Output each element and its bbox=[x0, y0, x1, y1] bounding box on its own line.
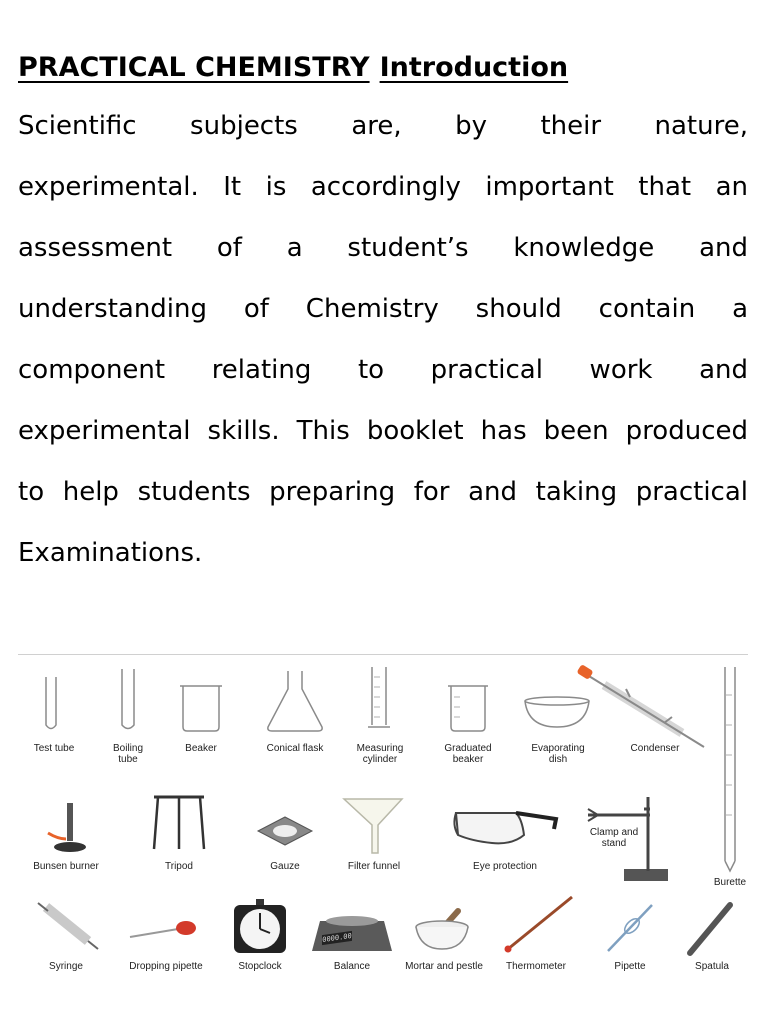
label-clamp-stand: Clamp and stand bbox=[589, 827, 639, 849]
filter-funnel-icon bbox=[342, 795, 404, 855]
heading-subtitle: Introduction bbox=[379, 52, 569, 83]
label-balance: Balance bbox=[333, 961, 371, 972]
paragraph-line: to help students preparing for and taking practical bbox=[18, 477, 748, 507]
dropping-pipette-icon bbox=[128, 919, 200, 943]
intro-paragraph bbox=[18, 96, 748, 584]
paragraph-line: Examinations. bbox=[18, 538, 203, 568]
label-beaker: Beaker bbox=[185, 743, 217, 754]
label-syringe: Syringe bbox=[49, 961, 83, 972]
label-graduated-beaker: Graduated beaker bbox=[444, 743, 492, 765]
label-boiling-tube: Boiling tube bbox=[112, 743, 144, 765]
label-tripod: Tripod bbox=[165, 861, 193, 872]
label-evaporating-dish: Evaporating dish bbox=[531, 743, 585, 765]
heading-title: PRACTICAL CHEMISTRY bbox=[18, 52, 370, 83]
label-thermometer: Thermometer bbox=[505, 961, 566, 972]
conical-flask-icon bbox=[264, 669, 326, 733]
pipette-icon bbox=[604, 903, 656, 955]
label-bunsen-burner: Bunsen burner bbox=[33, 861, 99, 872]
syringe-icon bbox=[36, 901, 102, 953]
apparatus-figure bbox=[18, 654, 748, 979]
balance-icon bbox=[310, 913, 394, 955]
bunsen-burner-icon bbox=[44, 799, 94, 855]
burette-icon bbox=[722, 665, 738, 875]
label-dropping-pipette: Dropping pipette bbox=[129, 961, 203, 972]
label-mortar-pestle: Mortar and pestle bbox=[405, 961, 483, 972]
balance-display: 0000.00 bbox=[322, 931, 352, 945]
label-burette: Burette bbox=[713, 877, 747, 888]
tripod-icon bbox=[150, 791, 208, 851]
label-eye-protection: Eye protection bbox=[473, 861, 537, 872]
eye-protection-icon bbox=[452, 805, 560, 851]
gauze-icon bbox=[254, 815, 316, 847]
test-tube-icon bbox=[44, 675, 58, 733]
paragraph-line: component relating to practical work and bbox=[18, 355, 748, 385]
label-spatula: Spatula bbox=[695, 961, 729, 972]
stopclock-icon bbox=[232, 899, 288, 957]
label-pipette: Pipette bbox=[614, 961, 646, 972]
spatula-icon bbox=[684, 903, 734, 957]
beaker-icon bbox=[178, 683, 224, 733]
page-heading bbox=[18, 52, 568, 83]
label-stopclock: Stopclock bbox=[238, 961, 282, 972]
label-measuring-cylinder: Measuring cylinder bbox=[356, 743, 404, 765]
graduated-beaker-icon bbox=[446, 683, 490, 733]
condenser-icon bbox=[578, 667, 712, 751]
thermometer-icon bbox=[502, 895, 576, 955]
paragraph-line: Scientific subjects are, by their nature, bbox=[18, 111, 748, 141]
paragraph-line: assessment of a student’s knowledge and bbox=[18, 233, 748, 263]
mortar-pestle-icon bbox=[412, 907, 476, 953]
label-condenser: Condenser bbox=[630, 743, 680, 754]
paragraph-line: understanding of Chemistry should contain a bbox=[18, 294, 748, 324]
label-conical-flask: Conical flask bbox=[266, 743, 324, 754]
measuring-cylinder-icon bbox=[366, 665, 392, 733]
label-gauze: Gauze bbox=[270, 861, 300, 872]
paragraph-line: experimental. It is accordingly important that an bbox=[18, 172, 748, 202]
boiling-tube-icon bbox=[120, 667, 136, 733]
paragraph-line: experimental skills. This booklet has been produced bbox=[18, 416, 748, 446]
label-filter-funnel: Filter funnel bbox=[347, 861, 401, 872]
label-test-tube: Test tube bbox=[33, 743, 75, 754]
